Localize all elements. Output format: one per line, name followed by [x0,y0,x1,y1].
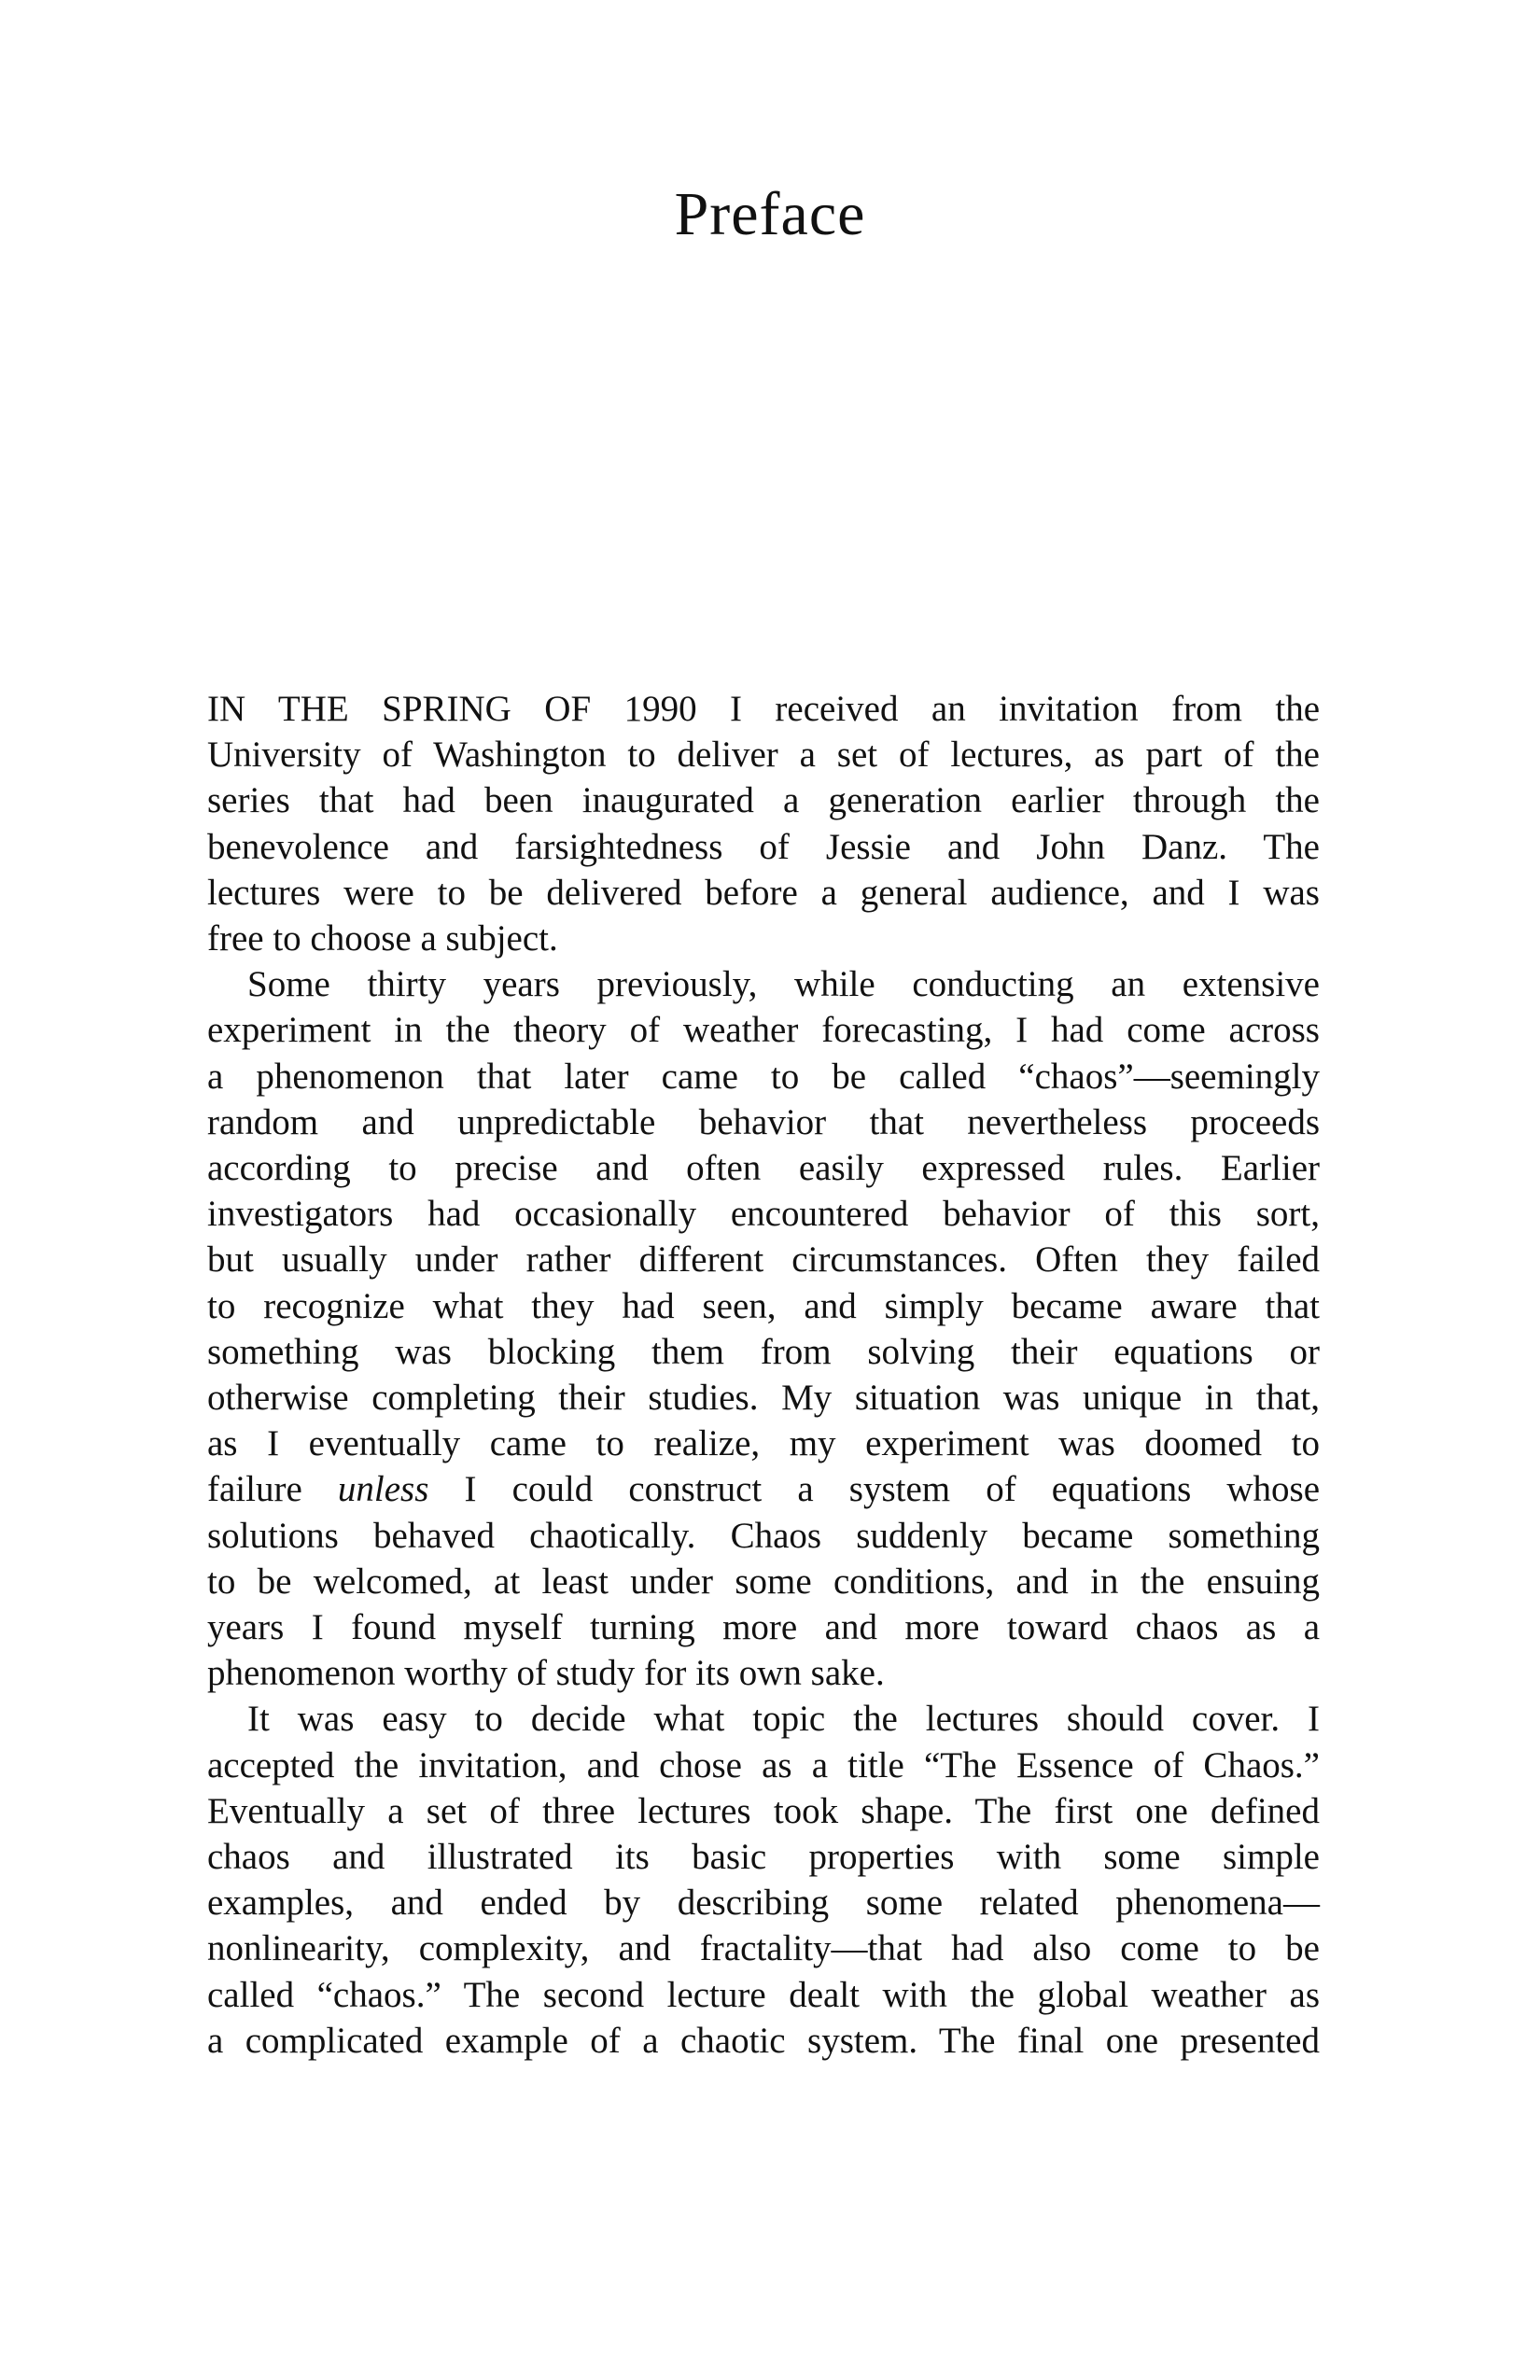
text-line: IN THE SPRING OF 1990 I received an invitation from the [207,689,1320,729]
preface-body [207,686,1320,2064]
text-line: called “chaos.” The second lecture dealt with the global weather as [207,1974,1320,2015]
paragraph-1 [207,686,1320,961]
text-line: something was blocking them from solving their equations or [207,1331,1320,1372]
text-line: but usually under rather different circumstances. Often they failed [207,1239,1320,1281]
text-line: series that had been inaugurated a generation earlier through the [207,780,1320,821]
text-line: to be welcomed, at least under some conditions, and in the ensuing [207,1561,1320,1602]
text-line: examples, and ended by describing some related phenomena— [207,1883,1320,1924]
text-line: to recognize what they had seen, and simply became aware that [207,1285,1320,1326]
text-line: a phenomenon that later came to be called “chaos”—seemingly [207,1056,1320,1097]
page-title: Preface [674,180,866,248]
text-line: accepted the invitation, and chose as a title “The Essence of Chaos.” [207,1744,1320,1785]
text-line: investigators had occasionally encountered behavior of this sort, [207,1194,1320,1235]
text-line: solutions behaved chaotically. Chaos suddenly became something [207,1515,1320,1556]
text-line: Some thirty years previously, while conducting an extensive [247,964,1320,1005]
text-line: random and unpredictable behavior that nevertheless proceeds [207,1101,1320,1142]
text-line: years I found myself turning more and more toward chaos as a [207,1607,1320,1648]
text-line: University of Washington to deliver a set of lectures, as part of the [207,735,1320,776]
text-line: chaos and illustrated its basic properties with some simple [207,1837,1320,1878]
text-line: It was easy to decide what topic the lectures should cover. I [247,1699,1320,1740]
text-line: experiment in the theory of weather forecasting, I had come across [207,1010,1320,1051]
text-line: benevolence and farsightedness of Jessie and John Danz. The [207,826,1320,867]
text-fragment: I could construct a system of equations whose [464,1469,1321,1510]
text-line: according to precise and often easily expressed rules. Earlier [207,1148,1320,1189]
text-line: as I eventually came to realize, my experiment was doomed to [207,1423,1320,1464]
text-line-with-emphasis [207,1466,1320,1512]
text-line: otherwise completing their studies. My situation was unique in that, [207,1378,1320,1419]
text-line: a complicated example of a chaotic system. The final one presented [207,2020,1320,2061]
text-fragment: failure [207,1469,302,1510]
text-line: phenomenon worthy of study for its own sake. [207,1653,885,1694]
text-line: lectures were to be delivered before a general audience, and I was [207,872,1320,913]
emphasis-unless: unless [337,1469,429,1510]
text-line: free to choose a subject. [207,918,558,959]
text-line: Eventually a set of three lectures took shape. The first one defined [207,1790,1320,1831]
text-line: nonlinearity, complexity, and fractality—that had also come to be [207,1928,1320,1969]
paragraph-3 [207,1696,1320,2064]
paragraph-2 [207,961,1320,1696]
